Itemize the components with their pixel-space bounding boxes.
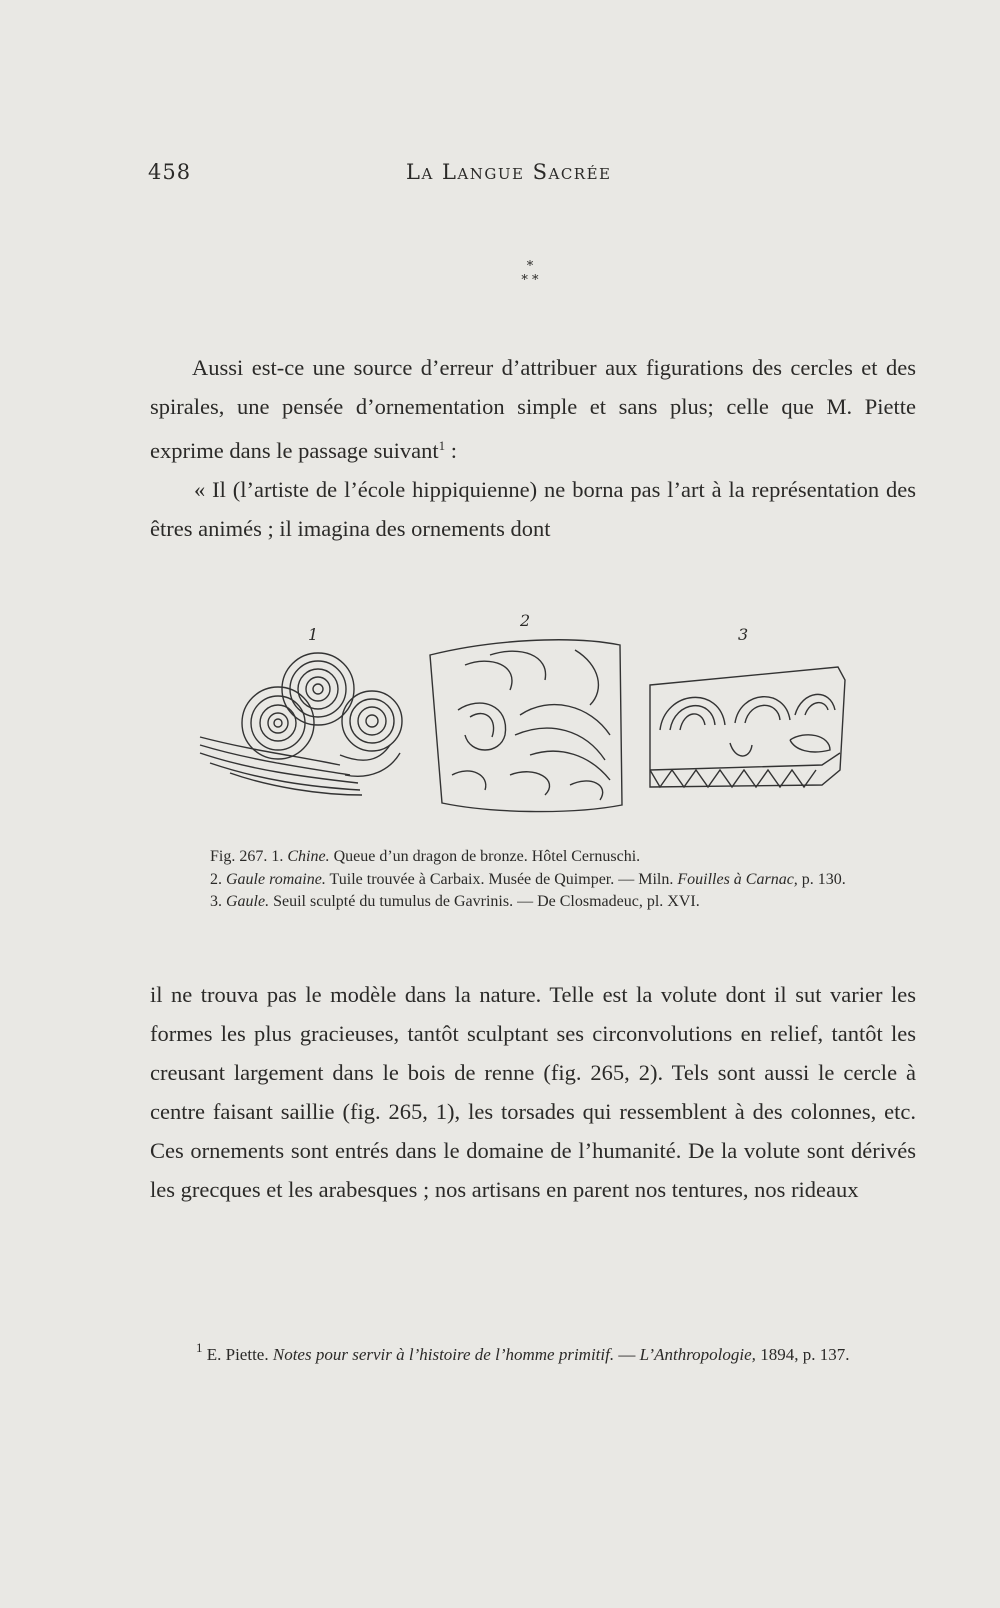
caption-num-2: 2. (210, 870, 226, 888)
running-head (148, 160, 918, 190)
tile-drawing (430, 640, 622, 812)
caption-fig-number: Fig. 267. 1. (210, 848, 288, 865)
figure-caption (190, 846, 880, 914)
footnote-author: E. Piette. (202, 1345, 273, 1364)
paragraph-2 (150, 975, 916, 1209)
caption-desc-3: Seuil sculpté du tumulus de Gavrinis. — De Closmadeuc, pl. XVI. (269, 893, 700, 910)
caption-num-3: 3. (210, 893, 226, 910)
footnote-title: Notes pour servir à l’histoire de l’homme primitif. (272, 1345, 615, 1364)
threshold-drawing (650, 667, 845, 787)
figure-label-1: 1 (308, 625, 319, 644)
caption-place-1: Chine. (287, 848, 330, 865)
caption-desc-2: Tuile trouvée à Carbaix. Musée de Quimper. — Miln. (325, 870, 674, 888)
paragraph-1 (150, 348, 916, 548)
caption-place-3: Gaule. (226, 893, 270, 910)
dragon-tail-drawing (200, 653, 402, 795)
figure-label-3: 3 (738, 625, 749, 644)
footnote-separator: — (614, 1345, 640, 1364)
asterism: * * * (521, 259, 539, 288)
caption-page-2: p. 130. (797, 870, 846, 888)
running-title: La Langue Sacrée (406, 160, 612, 184)
figure-267 (190, 611, 880, 840)
caption-place-2: Gaule romaine. (226, 870, 326, 888)
page-number: 458 (148, 160, 192, 184)
caption-source-2: Fouilles à Carnac, (677, 870, 798, 888)
footnote-reference: 1 (438, 438, 446, 453)
caption-desc-1: Queue d’un dragon de bronze. Hôtel Cernuschi. (329, 848, 641, 865)
footnotes (148, 1335, 916, 1368)
quote-start: « Il (l’artiste de l’école hippiquienne) ne borna pas l’art à la représentation des êtres animés ; il imagina des ornements dont (150, 477, 916, 541)
figure-drawings (190, 625, 880, 840)
paragraph-1-text: Aussi est-ce une source d’erreur d’attribuer aux figurations des cercles et des spirales, une pensée d’ornementation simple et sans plus; celle que M. Piette exprime dans le passage suivant (150, 355, 916, 463)
figure-label-2: 2 (520, 611, 531, 630)
footnote-citation: 1894, p. 137. (755, 1345, 850, 1364)
paragraph-1-end: : (445, 438, 458, 463)
footnote-mark: 1 (196, 1340, 203, 1355)
footnote-journal: L’Anthropologie, (639, 1345, 756, 1364)
paragraph-2-text: il ne trouva pas le modèle dans la nature. Telle est la volute dont il sut varier les formes les plus gracieuses, tantôt sculptant ses circonvolutions en relief, tantôt les creusant largement dans le bois de renne (fig. 265, 2). Tels sont aussi le cercle à centre faisant saillie (fig. 265, 1), les torsades qui ressemblent à des colonnes, etc. Ces ornements sont entrés dans le domaine de l’humanité. De la volute sont dérivés les grecques et les arabesques ; nos artisans en parent nos tentures, nos rideaux (150, 982, 916, 1202)
